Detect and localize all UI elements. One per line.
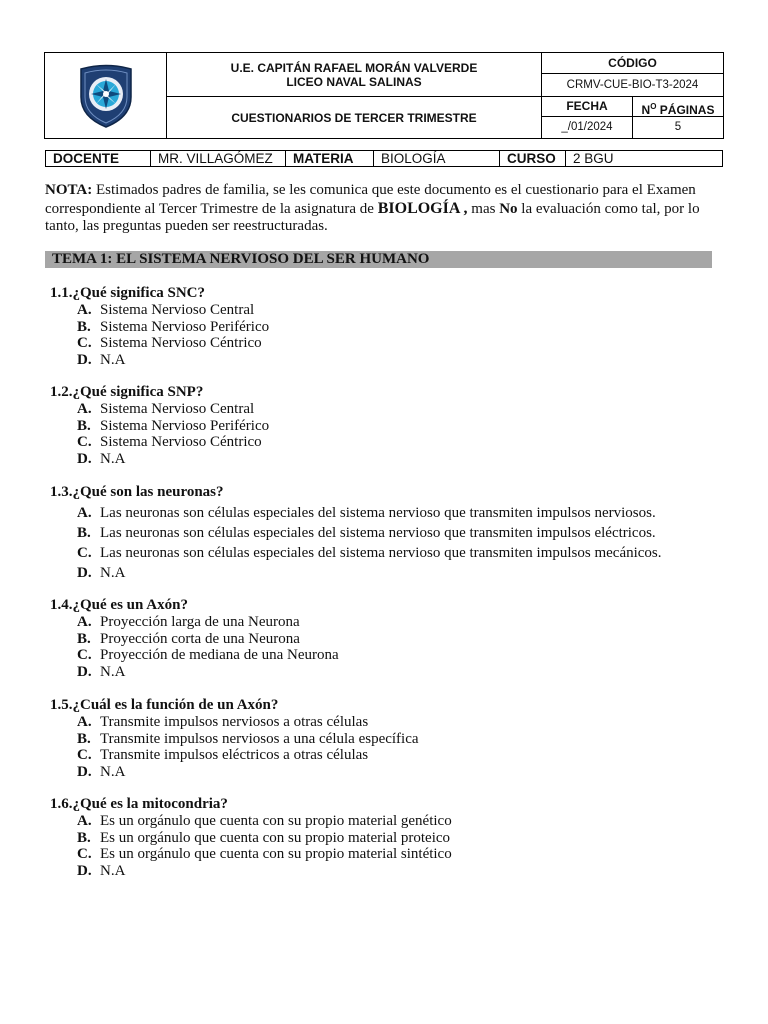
option-b: B. Es un orgánulo que cuenta con su propio material proteico bbox=[77, 829, 451, 846]
option-b: B. Sistema Nervioso Periférico bbox=[77, 417, 270, 434]
docente-label: DOCENTE bbox=[46, 151, 151, 167]
nota-label: NOTA: bbox=[45, 182, 93, 198]
document-header bbox=[44, 52, 724, 139]
option-c: C. Las neuronas son células especiales del sistema nervioso que transmiten impulsos mecánicos. bbox=[77, 545, 662, 561]
option-d: D. N.A bbox=[77, 565, 126, 581]
fecha-cell bbox=[542, 97, 633, 139]
nota-subject: BIOLOGÍA , bbox=[377, 199, 468, 217]
question-1-6 bbox=[50, 796, 452, 880]
doc-title: CUESTIONARIOS DE TERCER TRIMESTRE bbox=[167, 97, 542, 139]
option-a: A. Las neuronas son células especiales del sistema nervioso que transmiten impulsos nerviosos. bbox=[77, 505, 656, 521]
materia-value: BIOLOGÍA bbox=[374, 151, 500, 167]
option-c: C. Es un orgánulo que cuenta con su propio material sintético bbox=[77, 846, 452, 863]
question-title: 1.1.¿Qué significa SNC? bbox=[50, 285, 206, 301]
curso-label: CURSO bbox=[500, 151, 566, 167]
tema-heading: TEMA 1: EL SISTEMA NERVIOSO DEL SER HUMANO bbox=[45, 251, 712, 268]
codigo-cell bbox=[542, 53, 724, 97]
codigo-label: CÓDIGO bbox=[542, 53, 723, 74]
question-title: 1.3.¿Qué son las neuronas? bbox=[50, 484, 224, 500]
option-list bbox=[50, 614, 339, 681]
option-d: D. N.A bbox=[77, 352, 126, 369]
option-d: D. N.A bbox=[77, 451, 126, 468]
school-crest-icon bbox=[75, 63, 137, 129]
school-subname: LICEO NAVAL SALINAS bbox=[286, 74, 422, 89]
option-a: A. Es un orgánulo que cuenta con su propio material genético bbox=[77, 813, 452, 829]
question-1-2 bbox=[50, 384, 269, 468]
question-title: 1.6.¿Qué es la mitocondria? bbox=[50, 796, 228, 812]
option-c: C. Transmite impulsos eléctricos a otras células bbox=[77, 747, 369, 764]
option-a: A. Sistema Nervioso Central bbox=[77, 302, 255, 318]
nota-paragraph: NOTA: Estimados padres de familia, se les comunica que este documento es el cuestionario para el Examen correspondiente al Tercer Trimestre de la asignatura de BIOLOGÍA , mas No la evaluación como tal, por lo tanto, las preguntas pueden ser reestructuradas. bbox=[45, 182, 700, 234]
option-a: A. Sistema Nervioso Central bbox=[77, 401, 255, 417]
fecha-label: FECHA bbox=[542, 97, 632, 117]
question-title: 1.2.¿Qué significa SNP? bbox=[50, 384, 204, 400]
option-a: A. Transmite impulsos nerviosos a otras células bbox=[77, 714, 369, 730]
option-c: C. Sistema Nervioso Céntrico bbox=[77, 434, 262, 451]
fecha-value: _/01/2024 bbox=[561, 121, 613, 133]
option-list bbox=[50, 714, 419, 781]
materia-label: MATERIA bbox=[286, 151, 374, 167]
question-1-1 bbox=[50, 285, 269, 369]
option-list bbox=[50, 813, 452, 880]
option-b: B. Sistema Nervioso Periférico bbox=[77, 318, 270, 335]
option-list bbox=[50, 401, 269, 468]
option-c: C. Proyección de mediana de una Neurona bbox=[77, 647, 339, 664]
option-c: C. Sistema Nervioso Céntrico bbox=[77, 335, 262, 352]
codigo-value: CRMV-CUE-BIO-T3-2024 bbox=[566, 79, 699, 91]
option-d: D. N.A bbox=[77, 664, 126, 681]
school-logo-cell bbox=[45, 53, 167, 139]
question-title: 1.5.¿Cuál es la función de un Axón? bbox=[50, 697, 279, 713]
option-b: B. Las neuronas son células especiales del sistema nervioso que transmiten impulsos eléctricos. bbox=[77, 525, 656, 541]
option-list bbox=[50, 505, 662, 581]
option-list bbox=[50, 302, 269, 369]
curso-value: 2 BGU bbox=[566, 151, 723, 167]
question-1-3 bbox=[50, 484, 662, 585]
option-b: B. Proyección corta de una Neurona bbox=[77, 630, 300, 647]
course-info-row bbox=[45, 150, 723, 167]
paginas-cell bbox=[633, 97, 724, 139]
option-b: B. Transmite impulsos nerviosos a una célula específica bbox=[77, 730, 419, 747]
school-name-cell bbox=[167, 53, 542, 97]
paginas-value: 5 bbox=[674, 121, 682, 133]
question-1-4 bbox=[50, 597, 339, 681]
option-d: D. N.A bbox=[77, 764, 126, 781]
question-title: 1.4.¿Qué es un Axón? bbox=[50, 597, 188, 613]
school-name: U.E. CAPITÁN RAFAEL MORÁN VALVERDE bbox=[230, 60, 478, 75]
option-a: A. Proyección larga de una Neurona bbox=[77, 614, 300, 630]
docente-value: MR. VILLAGÓMEZ bbox=[151, 151, 286, 167]
question-1-5 bbox=[50, 697, 419, 781]
paginas-label: $N^O$ PÁGINAS bbox=[633, 97, 723, 117]
option-d: D. N.A bbox=[77, 863, 126, 880]
